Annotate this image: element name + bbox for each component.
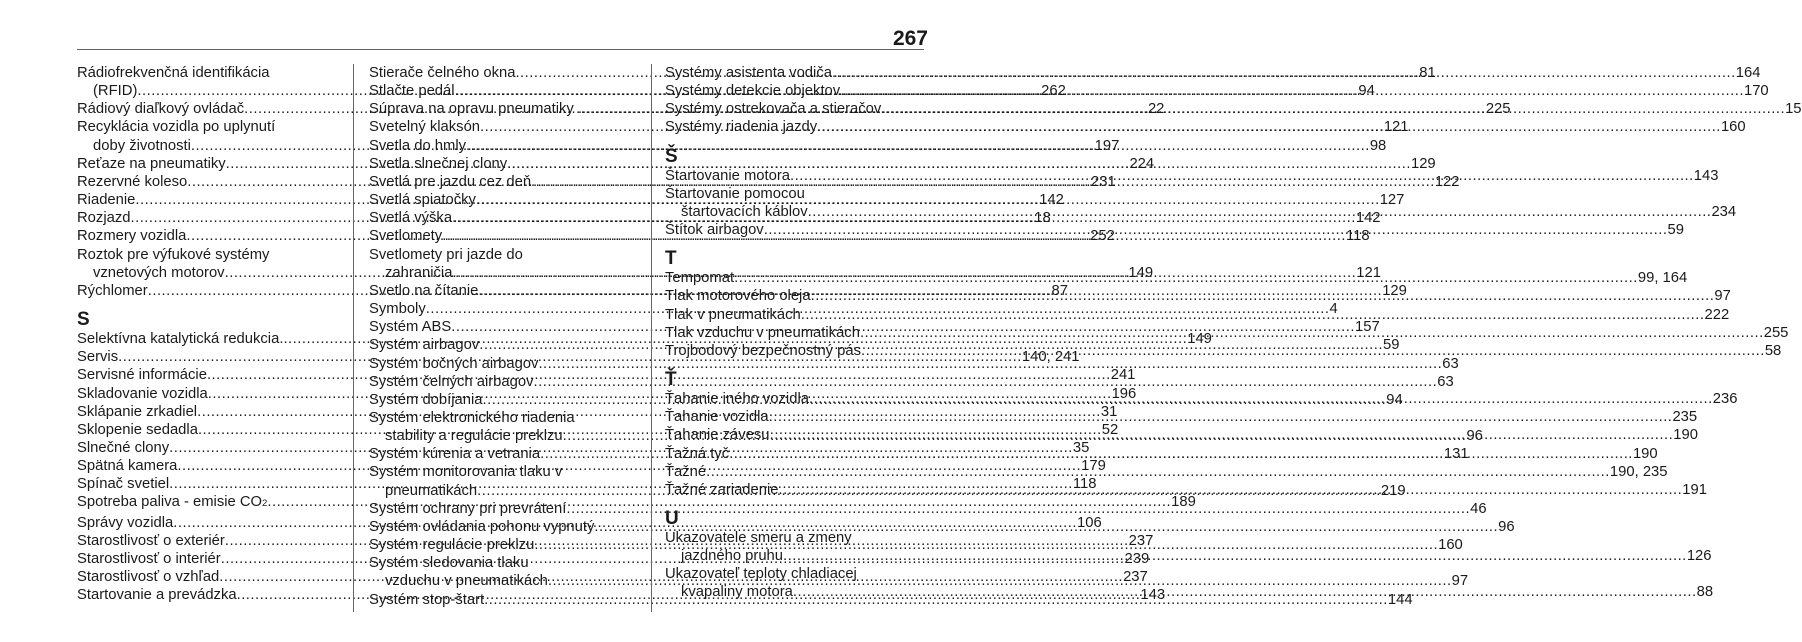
leader-dots (790, 167, 1694, 185)
page-reference: 144 (1387, 591, 1413, 608)
leader-dots (793, 583, 1697, 601)
leader-dots (861, 342, 1765, 360)
index-entry-text: Slnečné clony (77, 439, 170, 456)
index-entry-text: Ukazovateľ teploty chladiacej (665, 566, 857, 583)
page-reference: 63 (1437, 373, 1454, 390)
page-reference: 143 (1693, 167, 1719, 184)
page-reference: 241 (1110, 367, 1136, 384)
index-entry-text: Startovanie a prevádzka (77, 587, 237, 604)
index-entry-text: Skladovanie vozidla (77, 385, 208, 402)
index-entry-text: Ťahanie závesu (665, 427, 770, 444)
page-reference: 15 (1785, 101, 1802, 118)
index-entry-text: Ťahanie vozidla (665, 409, 769, 426)
page-reference: 121 (1383, 119, 1409, 136)
page-reference: 142 (1355, 210, 1381, 227)
leader-dots (808, 203, 1712, 221)
index-entry-text: kvapaliny motora (681, 584, 793, 601)
index-entry-text: pneumatikách (385, 482, 478, 499)
index-entry-text: Systém kúrenia a vetrania (369, 446, 541, 463)
index-entry-text: Stierače čelného okna (369, 65, 516, 81)
index-entry-text: Systém ochrany pri prevrátení (369, 500, 567, 517)
page-number: 267 (892, 27, 928, 50)
page-reference: 235 (1672, 409, 1698, 426)
page-reference: 157 (1355, 319, 1380, 336)
index-entry-text: Symboly (369, 301, 426, 318)
index-entry-text: Rozjazd (77, 210, 131, 227)
index-entry-text: Stlačte pedál (369, 83, 455, 100)
page-reference: 94 (1358, 83, 1375, 100)
leader-dots (809, 390, 1713, 408)
index-entry-text: Reťaze na pneumatiky (77, 155, 226, 172)
page-reference: 59 (1383, 337, 1400, 354)
index-letter-heading: Š (665, 145, 678, 167)
page-reference: 96 (1466, 428, 1483, 445)
index-letter-heading: Ť (665, 369, 677, 391)
page-reference: 126 (1686, 548, 1712, 565)
page-reference: 190 (1632, 445, 1658, 462)
index-entry-text: vzduchu v pneumatikách (385, 573, 548, 590)
page-reference: 160 (1438, 537, 1463, 554)
index-entry-text: Systém monitorovania tlaku v (369, 464, 563, 481)
index-entry-text: Systém elektronického riadenia (369, 409, 575, 426)
page-reference: 179 (1081, 458, 1106, 475)
leader-dots (801, 306, 1705, 324)
index-entry-text: Starostlivosť o interiér (77, 550, 221, 567)
page-reference: 149 (1128, 264, 1154, 281)
page-reference: 81 (1419, 65, 1436, 81)
column-divider-2 (651, 64, 652, 612)
page-reference: 189 (1171, 494, 1196, 511)
index-entry-text: Systémy detekcie objektov (665, 83, 841, 100)
page-reference: 131 (1443, 446, 1469, 463)
page-reference: 239 (1124, 550, 1150, 567)
index-entry-text: Systém bočných airbagov (369, 355, 539, 372)
subscript: 2 (262, 498, 268, 510)
index-entry-text: Riadenie (77, 192, 136, 209)
index-entry-text: Systémy ostrekovača a stieračov (665, 101, 882, 118)
leader-dots (769, 408, 1673, 426)
index-entry-text: Systém čelných airbagov (369, 373, 534, 390)
index-entry-text: Svetlo na čítanie (369, 282, 479, 299)
index-letter-heading: S (77, 309, 90, 331)
index-entry-text: Tlak motorového oleja (665, 288, 811, 305)
index-entry-text: Starostlivosť o exteriér (77, 532, 225, 549)
index-entry-text: Svetlomety (369, 228, 443, 245)
page-reference: 222 (1704, 306, 1730, 323)
index-entry-text: Svetla slnečnej clony (369, 155, 508, 172)
page-reference: 59 (1667, 222, 1684, 239)
leader-dots (783, 547, 1687, 565)
page-reference: 94 (1386, 391, 1403, 408)
page-reference: 122 (1434, 173, 1460, 190)
page-reference: 118 (1345, 228, 1370, 245)
page-reference: 252 (1090, 228, 1115, 245)
index-entry-text: Systém ovládania pohonu vypnutý (369, 518, 595, 535)
page-reference: 224 (1129, 155, 1155, 172)
index-entry-text: Ťažné (665, 463, 707, 480)
index-entry-text: Rýchlomer (77, 282, 148, 299)
index-entry-text: Svetlomety pri jazde do (369, 246, 523, 263)
index-entry-text: Systémy asistenta vodiča (665, 65, 832, 81)
index-entry-text: Svetlá spiatočky (369, 192, 476, 209)
index-entry-text: Selektívna katalytická redukcia. (77, 331, 284, 348)
page-reference: 31 (1100, 403, 1118, 420)
leader-dots (729, 445, 1633, 463)
index-entry-text: Rezervné koleso (77, 173, 188, 190)
page-reference: 142 (1039, 192, 1064, 209)
page-reference: 99, 164 (1637, 270, 1688, 287)
index-entry-text: vznetových motorov (93, 264, 225, 281)
page-reference: 237 (1128, 532, 1154, 549)
page-reference: 118 (1072, 476, 1097, 493)
leader-dots (769, 426, 1673, 444)
index-entry-text: Systémy riadenia jazdy (665, 119, 818, 136)
index-entry-text: Svetlá výška (369, 210, 453, 227)
index-entry-text: stability a regulácie preklzu (385, 428, 563, 445)
index-entry-text: Ťažné zariadenie (665, 481, 779, 498)
index-entry-text: Rozmery vozidla (77, 228, 187, 245)
page-reference: 140, 241 (1021, 349, 1080, 366)
index-entry-text: Systém stop-štart (369, 591, 485, 608)
index-entry-text: Svetlá pre jazdu cez deň (369, 173, 532, 190)
leader-dots (840, 82, 1744, 100)
index-entry-text: Systém ABS (369, 319, 452, 336)
page-reference: 225 (1485, 101, 1511, 118)
index-entry-text: Roztok pre výfukové systémy (77, 246, 270, 263)
index-entry-text: Rádiový diaľkový ovládač (77, 101, 245, 118)
page-reference: 96 (1498, 518, 1515, 535)
index-entry-text: Spínač svetiel (77, 476, 170, 493)
index-entry-text: Spätná kamera (77, 458, 178, 475)
page-reference: 196 (1111, 385, 1137, 402)
page-reference: 52 (1101, 421, 1119, 438)
page-reference: 234 (1711, 203, 1737, 220)
index-entry-text: Systém airbagov (369, 337, 480, 354)
page-reference: 164 (1735, 65, 1761, 81)
index-entry-text: Tlak vzduchu v pneumatikách (665, 324, 860, 341)
leader-dots (860, 324, 1764, 342)
index-entry-text: Trojbodový bezpečnostný pás (665, 342, 862, 359)
page-reference: 255 (1763, 324, 1789, 341)
leader-dots (779, 481, 1683, 499)
index-entry-text: Spotreba paliva - emisie CO (77, 494, 263, 511)
page-reference: 63 (1442, 355, 1459, 372)
page-reference: 58 (1764, 342, 1782, 359)
index-entry-text: Štartovanie motora (665, 167, 791, 184)
index-entry-text: štartovacích káblov (681, 203, 808, 220)
page-reference: 121 (1356, 264, 1381, 281)
page-reference: 106 (1077, 514, 1102, 531)
index-entry-text: Svetelný klaksón (369, 119, 481, 136)
index-entry-text: Servisné informácie (77, 367, 207, 384)
leader-dots (734, 269, 1638, 287)
page-reference: 129 (1410, 155, 1436, 172)
page-reference: 231 (1091, 173, 1116, 190)
index-entry-text: Ťažná tyč (665, 445, 730, 462)
index-entry[interactable] (665, 306, 1730, 324)
leader-dots (811, 287, 1715, 305)
page-reference: 4 (1329, 301, 1338, 318)
page-reference: 88 (1696, 584, 1714, 601)
page-reference: 22 (1147, 101, 1165, 118)
page-reference: 46 (1470, 500, 1487, 517)
page-reference: 97 (1451, 573, 1469, 590)
leader-dots (832, 64, 1736, 82)
page-reference: 98 (1369, 137, 1387, 154)
index-entry-text: Štartovanie pomocou (665, 185, 805, 202)
index-entry-text: doby životnosti (93, 137, 191, 154)
index-letter-heading: U (665, 507, 679, 529)
index-entry-text: Sklopenie sedadla (77, 421, 198, 438)
index-entry-text: Starostlivosť o vzhľad (77, 569, 220, 586)
page-reference: 197 (1094, 137, 1120, 154)
page-reference: 127 (1379, 192, 1405, 209)
header-rule (77, 49, 924, 50)
page-reference: 237 (1123, 569, 1148, 586)
page-reference: 190 (1673, 427, 1698, 444)
index-entry-text: Rádiofrekvenčná identifikácia (77, 65, 270, 81)
index-entry-text: Sklápanie zrkadiel (77, 403, 198, 420)
page-reference: 160 (1720, 119, 1746, 136)
index-entry-text: Štítok airbagov (665, 222, 764, 239)
index-entry-text: Recyklácia vozidla po uplynutí (77, 119, 276, 136)
page-reference: 190, 235 (1609, 463, 1668, 480)
page-reference: 191 (1682, 481, 1707, 498)
index-entry-text: Súprava na opravu pneumatiky . (369, 101, 583, 118)
index-entry-text: zahraničia (385, 264, 453, 281)
index-entry-text: Tempomat (665, 270, 735, 287)
index-entry-text: Tlak v pneumatikách (665, 306, 801, 323)
leader-dots (764, 221, 1668, 239)
page-reference: 262 (1041, 83, 1066, 100)
index-entry-text: Ukazovatele smeru a zmeny (665, 529, 852, 546)
column-divider-1 (353, 64, 354, 612)
page-reference: 87 (1051, 282, 1068, 299)
page-reference: 129 (1382, 282, 1407, 299)
page-reference: 143 (1140, 587, 1166, 604)
index-entry-text: Svetla do hmly (369, 137, 467, 154)
page-reference: 18 (1034, 210, 1051, 227)
index-entry-text: Systém regulácie preklzu (369, 537, 535, 554)
index-entry-text: Ťahanie iného vozidla (665, 391, 809, 408)
leader-dots (706, 463, 1610, 481)
index-entry-text: Správy vozidla (77, 514, 174, 531)
index-entry-text: jazdného pruhu (681, 548, 784, 565)
page-reference: 170 (1743, 83, 1769, 100)
index-entry-text: Systém sledovania tlaku (369, 555, 529, 572)
index-entry-text: Systém dobíjania (369, 391, 483, 408)
leader-dots (881, 100, 1785, 118)
page-reference: 97 (1714, 288, 1731, 305)
index-entry-text: (RFID) (93, 83, 138, 100)
page-reference: 149 (1187, 331, 1212, 348)
page-reference: 35 (1072, 439, 1090, 456)
index-letter-heading: T (665, 248, 677, 270)
page-reference: 219 (1380, 482, 1406, 499)
leader-dots (817, 118, 1721, 136)
index-entry-text: Servis (77, 349, 119, 366)
page-reference: 236 (1712, 391, 1738, 408)
